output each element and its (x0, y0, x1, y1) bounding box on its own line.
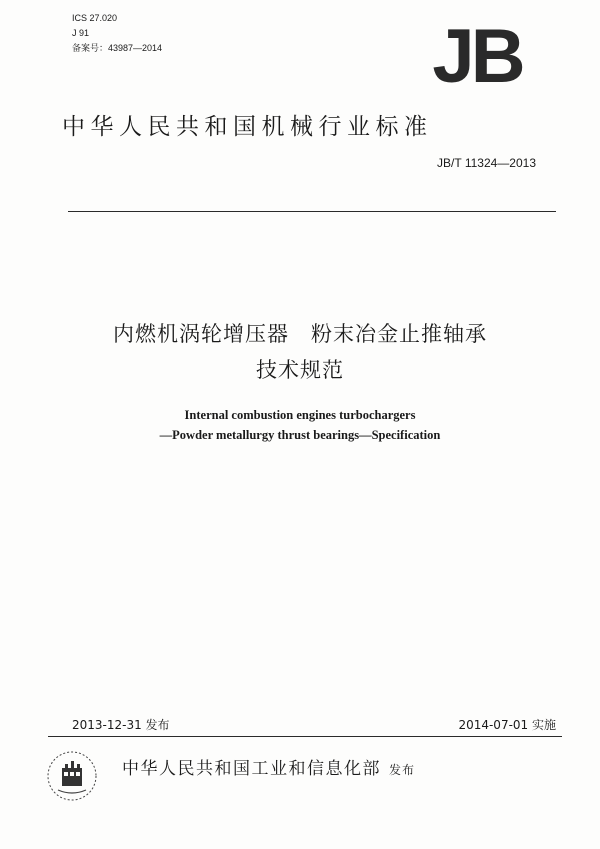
title-cn-line2: 技术规范 (256, 358, 344, 382)
issuer-suffix: 发布 (389, 763, 416, 777)
classification-code: J 91 (72, 28, 90, 38)
standard-org-title: 中华人民共和国机械行业标准 (62, 114, 433, 140)
record-number: 备案号：43987—2014 (72, 43, 163, 53)
footer-divider (48, 736, 562, 737)
issuing-authority (122, 754, 415, 779)
standard-number: JB/T 11324—2013 (437, 156, 536, 170)
header-divider (68, 211, 556, 212)
implementation-date: 2014-07-01 实施 (458, 718, 556, 732)
title-cn-line1: 内燃机涡轮增压器 粉末冶金止推轴承 (113, 322, 487, 346)
ics-code: ICS 27.020 (72, 13, 118, 23)
jb-logo-text: JB (432, 20, 522, 88)
issuer-name: 中华人民共和国工业和信息化部 (122, 759, 381, 779)
title-en-line1: Internal combustion engines turbochargers (184, 408, 416, 422)
ministry-emblem-icon (44, 748, 100, 804)
issue-date: 2013-12-31 发布 (72, 718, 170, 732)
title-en-line2: —Powder metallurgy thrust bearings—Specification (159, 428, 441, 442)
jb-logo (418, 20, 536, 88)
